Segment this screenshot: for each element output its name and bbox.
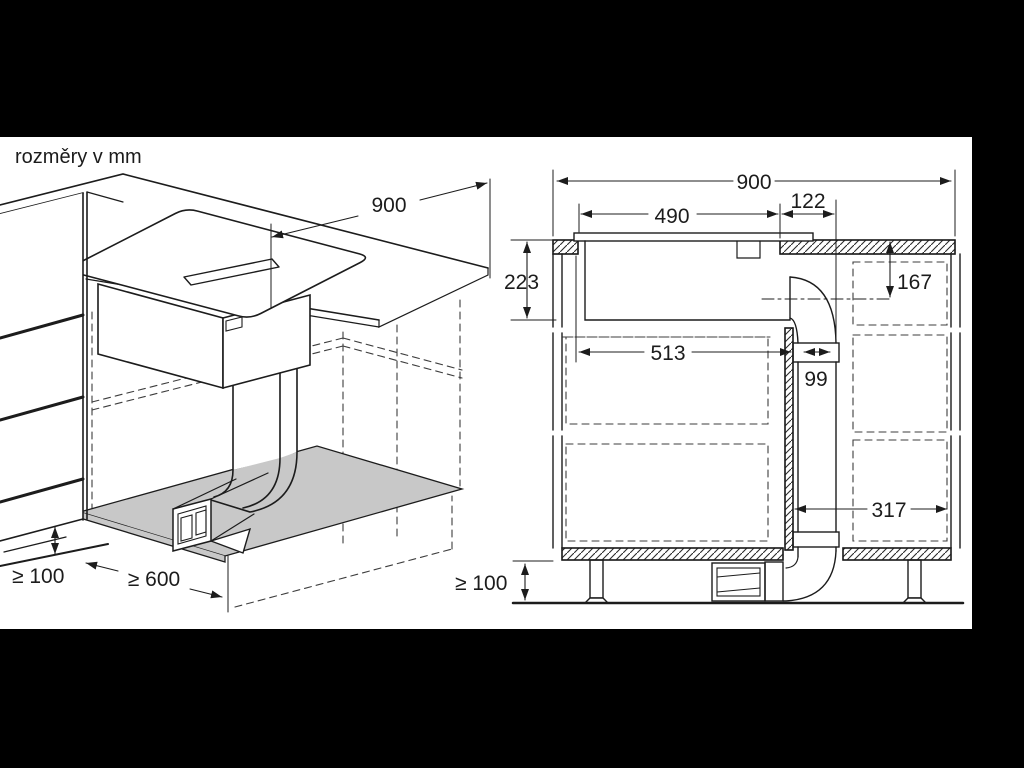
middle-partition	[785, 328, 793, 550]
dim-plinth-height-right: ≥ 100	[455, 572, 508, 595]
units-label: rozměry v mm	[15, 146, 142, 168]
dim-cabinet-depth: ≥ 600	[127, 568, 181, 591]
hob-glass-section	[574, 233, 813, 241]
diagram-panel	[0, 137, 972, 629]
installation-diagram	[0, 137, 972, 629]
dim-top-to-box-bottom: 223	[504, 271, 540, 294]
dim-cutout-width: 490	[654, 205, 690, 228]
dim-duct-offset: 122	[790, 190, 826, 213]
dim-duct-width: 99	[804, 368, 828, 391]
dim-total-width: 900	[736, 171, 772, 194]
dim-plinth-height-left: ≥ 100	[12, 565, 65, 588]
dim-top-to-duct-center: 167	[897, 271, 933, 294]
dim-worktop-width: 900	[371, 194, 407, 217]
dim-cutout-to-duct: 513	[650, 342, 686, 365]
dim-duct-to-side: 317	[871, 499, 907, 522]
